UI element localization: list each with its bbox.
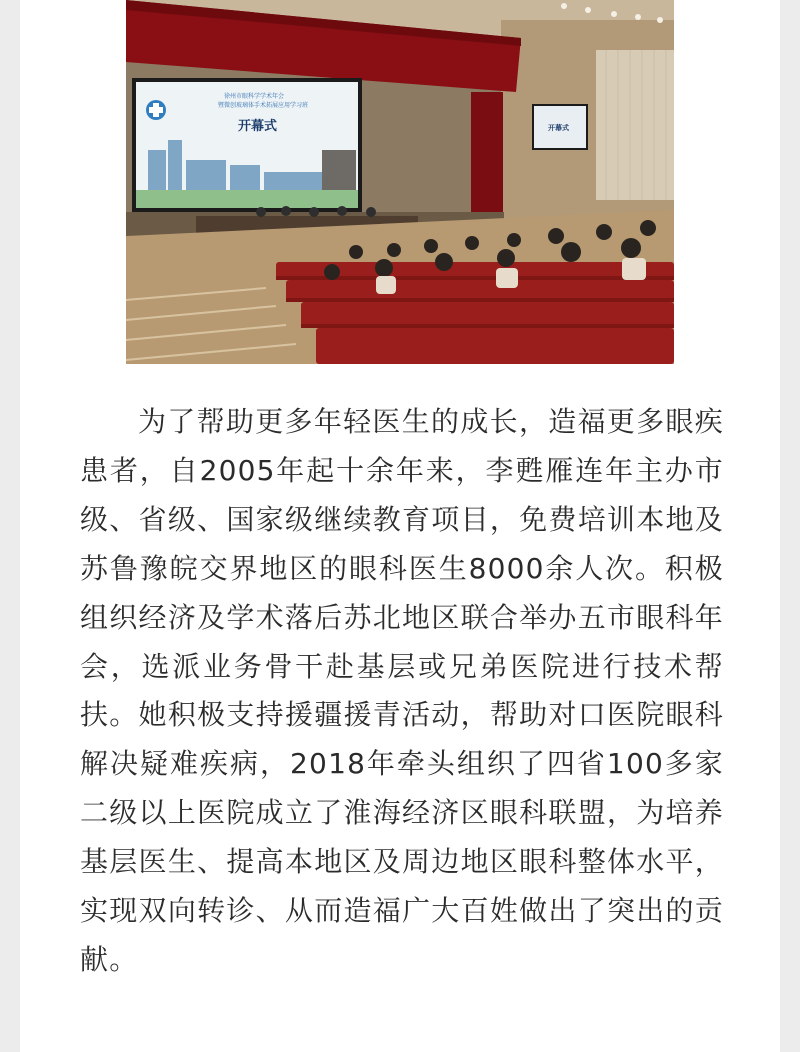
screen-headline: 开幕式 [238, 119, 278, 134]
conference-photo [126, 0, 674, 364]
screen-title-line2: 暨微创玻璃体手术拓展应用学习班 [218, 102, 309, 109]
article-page [20, 0, 780, 1052]
conference-hall-illustration [126, 0, 674, 364]
side-screen-headline: 开幕式 [548, 124, 569, 132]
article-paragraph: 为了帮助更多年轻医生的成长，造福更多眼疾患者，自2005年起十余年来，李甦雁连年主办市级、省级、国家级继续教育项目，免费培训本地及苏鲁豫皖交界地区的眼科医生8000余人次。积极组织经济及学术落后苏北地区联合举办五市眼科年会，选派业务骨干赴基层或兄弟医院进行技术帮扶。她积极支持援疆援青活动，帮助对口医院眼科解决疑难疾病，2018年牵头组织了四省100多家二级以上医院成立了淮海经济区眼科联盟，为培养基层医生、提高本地区及周边地区眼科整体水平，实现双向转诊、从而造福广大百姓做出了突出的贡献。 [80, 405, 724, 976]
screen-title-line1: 徐州市眼科学学术年会 [224, 93, 285, 100]
